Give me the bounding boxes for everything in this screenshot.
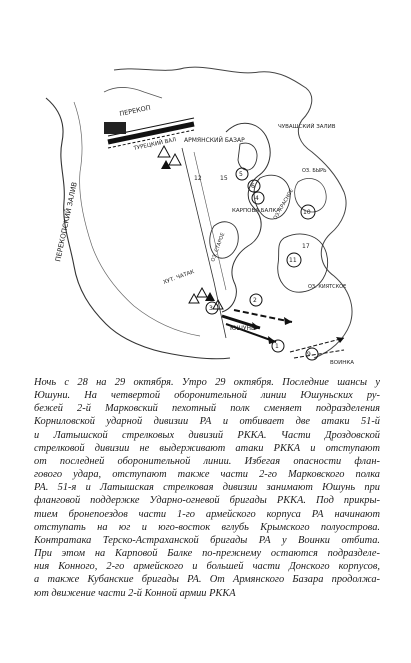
caption-line: гового удара, отступают также части 2-го Марковского полка [34, 469, 380, 481]
map-label-karpova-balka: КАРПОВА БАЛКА [232, 208, 281, 214]
map-num-label: 4 [255, 195, 259, 202]
map-label-ozero-kiyatskoe: ОЗ. КИЯТСКОЕ [308, 284, 347, 290]
caption-line: и Латышской стрелковых дивизий РККА. Части Дроздовской [34, 429, 380, 441]
caption-line: от последней оборонительной линии. Избегая опасности флан- [34, 455, 380, 467]
caption-line: фланговой поддержке Ударно-огневой бригады РККА. Под прикры- [34, 495, 380, 507]
caption-line: Юшуни. На четвертой оборонительной линии Юшуньских ру- [34, 390, 380, 402]
caption-line: стрелковой дивизии не выдерживают атаки РККА и отступают [34, 442, 380, 454]
map-num-label: 3 [209, 305, 213, 312]
map-num-label: 15 [220, 175, 228, 182]
map-label-ozero-byr: ОЗ. БЫРЬ [302, 168, 327, 174]
caption-line: а также Кубанские бригады РА. От Армянского Базара продолжа- [34, 574, 380, 586]
map-label-yushun: ЮШУНЬ [230, 325, 256, 332]
map-label-chuvashsky: ЧУВАШСКИЙ ЗАЛИВ [278, 124, 336, 130]
caption-line: Ночь с 28 на 29 октября. Утро 29 октября. Последние шансы у [34, 377, 380, 388]
map-num-label: 6 [251, 183, 255, 190]
map-num-label: 11 [289, 257, 297, 264]
map-label-hutor-chatak: ХУТ. ЧАТАК [162, 269, 196, 286]
map-num-label: 10 [303, 209, 311, 216]
map-label-armyansky-bazar: АРМЯНСКИЙ БАЗАР [184, 137, 245, 144]
map-figure [44, 62, 366, 372]
caption-line: бежей 2-й Марковский пехотный полк сменяет подразделения [34, 403, 380, 415]
map-label-ozero-staroe: ОЗ. СТАРОЕ [210, 232, 227, 263]
caption-line: Контратака Терско-Астраханской бригады РА у Воинки отбита. [34, 534, 380, 546]
map-num-label: 2 [253, 297, 257, 304]
map-num-label: 9 [307, 351, 311, 358]
caption-line: РА. 51-я и Латышская стрелковая дивизии занимают Юшунь при [34, 482, 380, 494]
map-num-label: 5 [239, 171, 243, 178]
map-label-perekop: ПЕРЕКОП [118, 103, 152, 118]
map-num-label: 12 [194, 175, 202, 182]
map-drawing [44, 62, 366, 372]
map-num-label: 1 [275, 343, 279, 350]
map-label-vojinka: ВОИНКА [330, 360, 355, 366]
caption-line: ют движение части 2-й Конной армии РККА [34, 587, 236, 599]
caption-line: Корниловской ударной дивизии РА и отбивает две атаки 51-й [34, 416, 380, 428]
map-num-label: 17 [302, 243, 310, 250]
map-label-perekopsky-bay: ПЕРЕКОПСКИЙ ЗАЛИВ [54, 181, 79, 263]
caption-line: При этом на Карповой Балке по-прежнему остаются подразделе- [34, 548, 380, 560]
map-label-ozero-krasnoe: ОЗ. КРАСНОЕ [272, 187, 296, 221]
caption-line: тием бронепоездов части 1-го армейского корпуса РА начинают [34, 508, 380, 520]
caption-line: отступать на юг и юго-восток вглубь Крымского полуострова. [34, 521, 380, 533]
caption-line: ния Конного, 2-го армейского и большей части Донского корпусов, [34, 561, 380, 573]
map-caption [34, 376, 380, 600]
map-label-turetsky-val: ТУРЕЦКИЙ ВАЛ [133, 137, 177, 152]
